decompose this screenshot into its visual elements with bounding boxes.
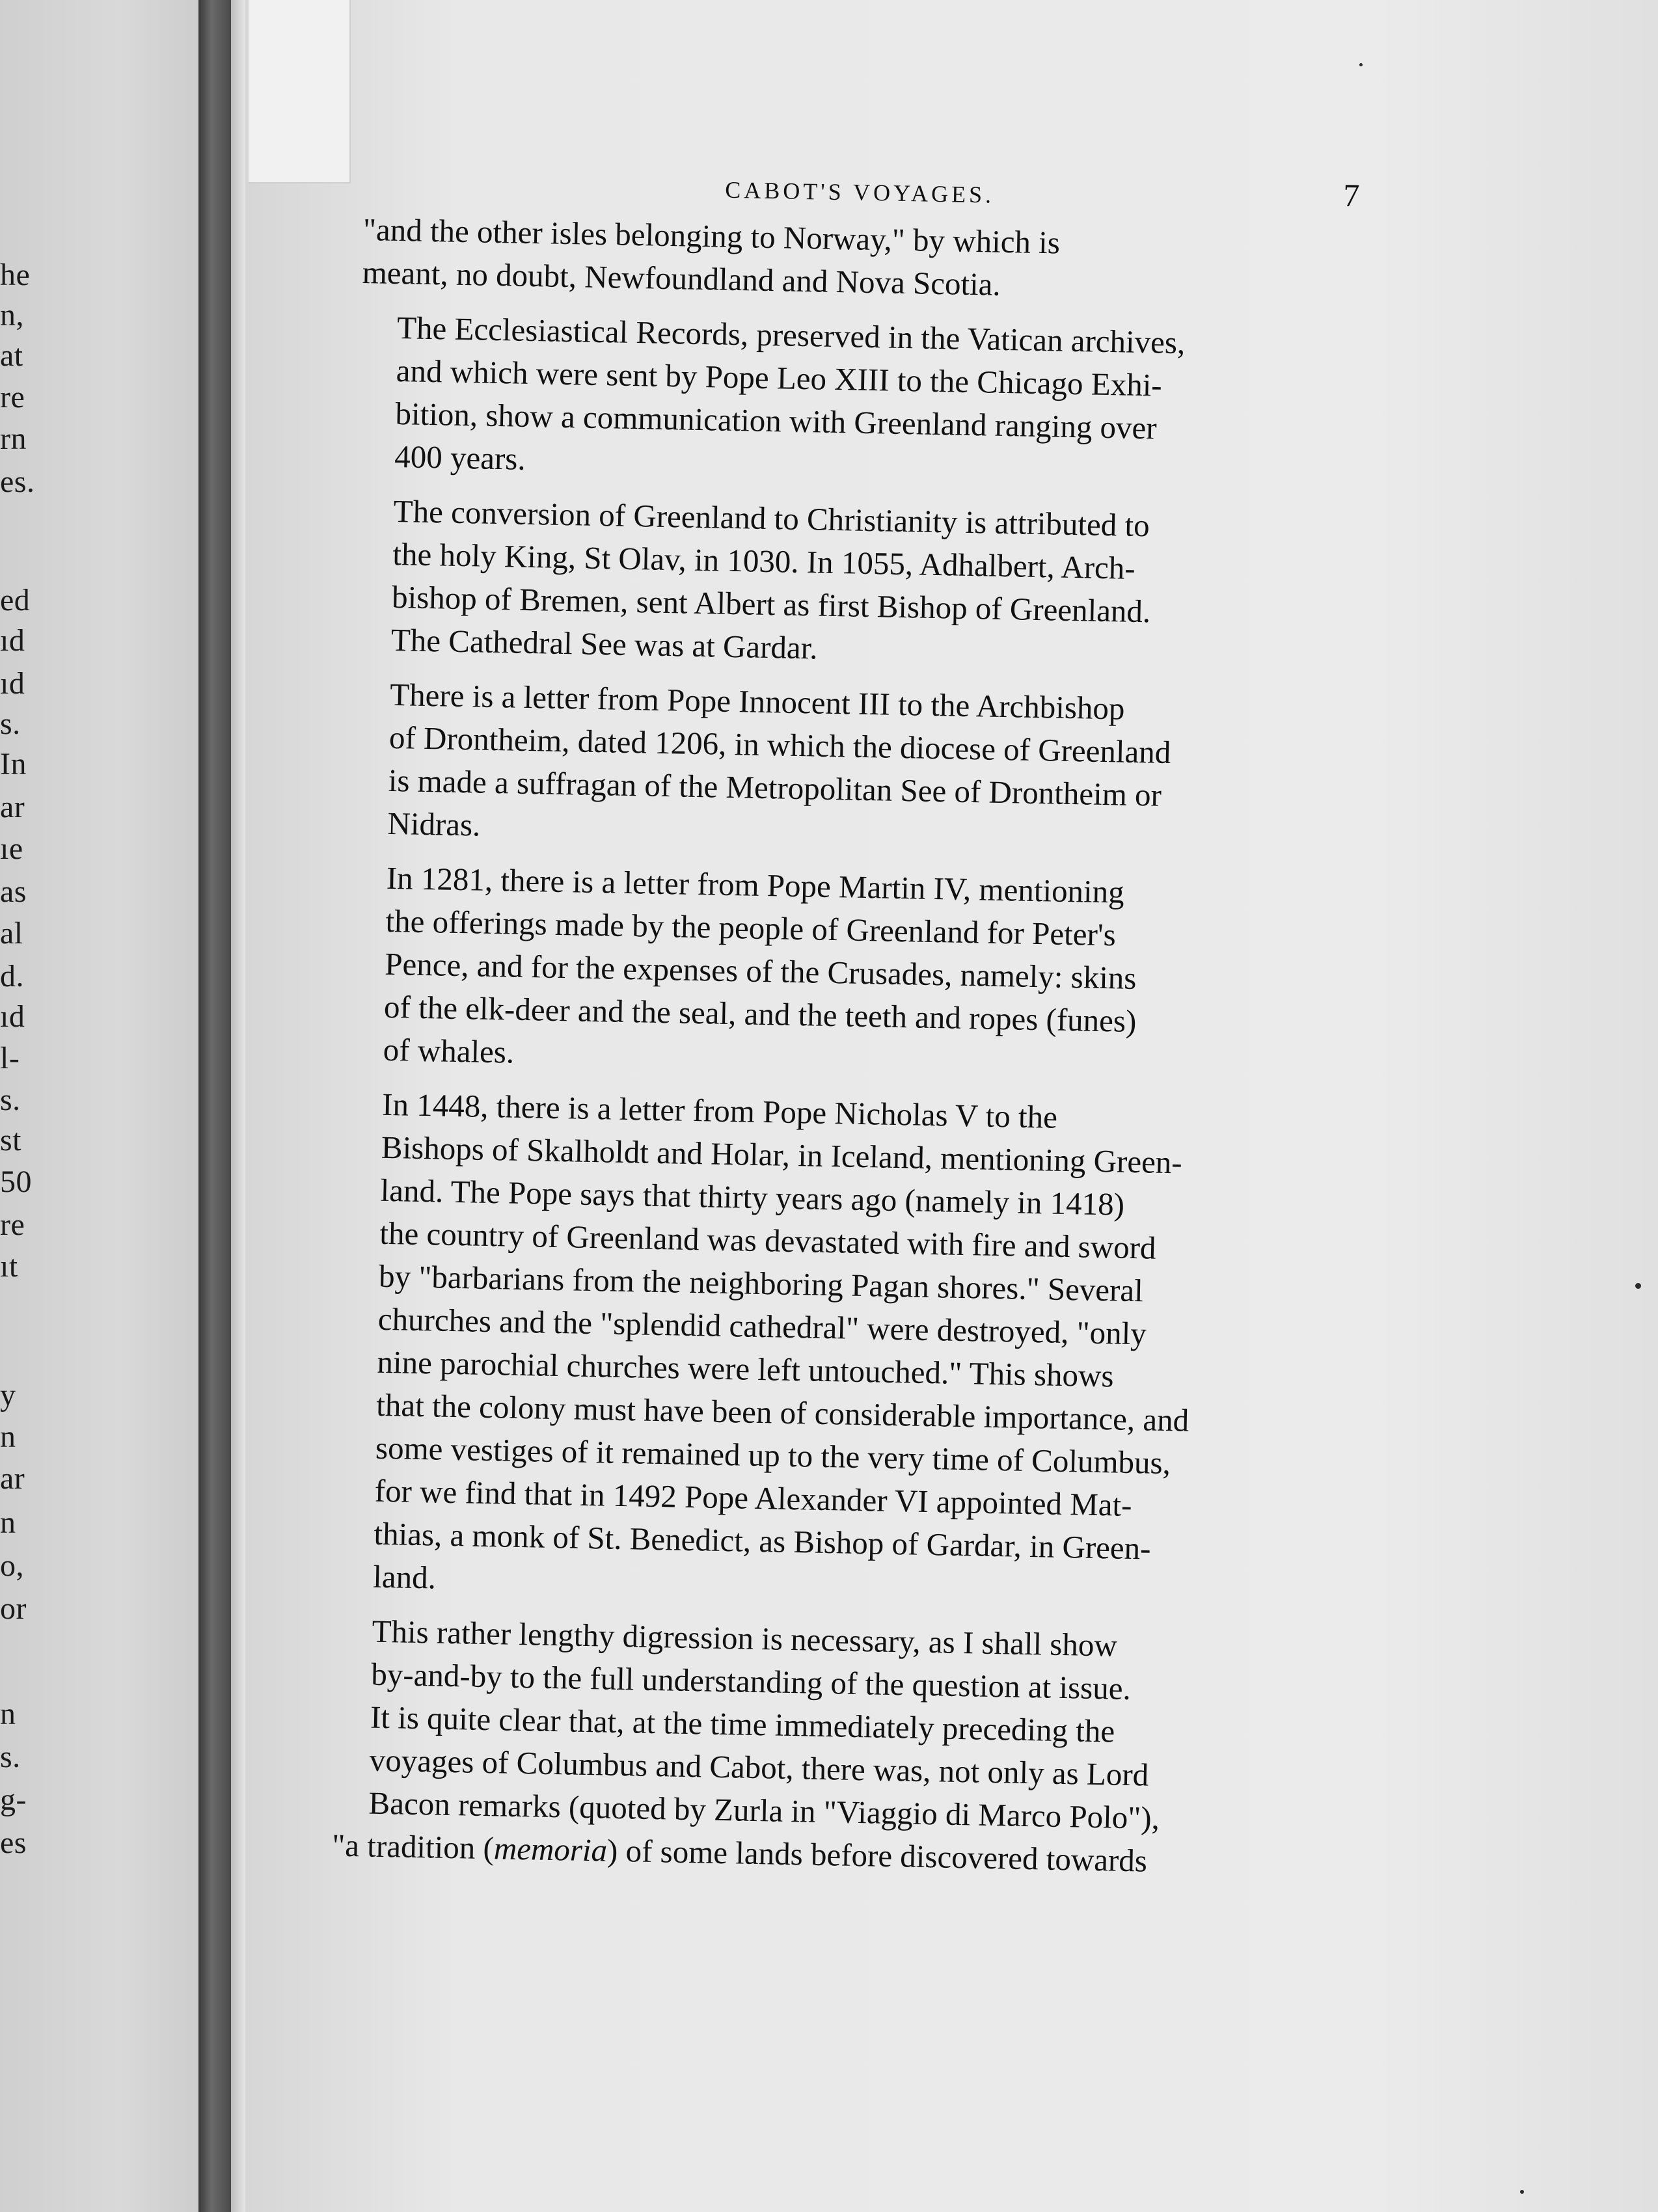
previous-page-fragment: ar [0,1461,25,1496]
text-line: land. [372,1558,437,1596]
previous-page-fragment: es [0,1826,27,1860]
text-line: bition, show a communication with Greenland ranging over [395,395,1158,446]
text-line: In 1281, there is a letter from Pope Martin IV, mentioning [386,859,1125,910]
previous-page-fragment: n [0,1505,16,1540]
previous-page-fragment: l- [0,1041,20,1075]
text-line: The Cathedral See was at Gardar. [390,621,819,666]
text-line: the holy King, St Olav, in 1030. In 1055, Adhalbert, Arch- [392,535,1136,586]
text-line: This rather lengthy digression is necessary, as I shall show [372,1613,1118,1664]
text-line: by "barbarians from the neighboring Pagan shores." Several [378,1258,1144,1309]
previous-page-fragment: st [0,1123,22,1157]
text-line: that the colony must have been of considerable importance, and [375,1386,1189,1438]
previous-page-fragment: ed [0,583,31,617]
text-line: The Ecclesiastical Records, preserved in the Vatican archives, [396,310,1186,361]
previous-page-fragment: d. [0,959,24,993]
text-line: Nidras. [387,805,481,843]
page-text-block [332,163,1360,1886]
text-line: Bishops of Skalholdt and Holar, in Iceland, mentioning Green- [381,1129,1183,1181]
paper-tab [249,0,351,183]
previous-page-fragment: ıd [0,666,25,701]
previous-page-fragment: ıd [0,999,25,1034]
running-title: CABOT'S VOYAGES. [724,176,995,208]
text-line: It is quite clear that, at the time immediately preceding the [370,1699,1115,1749]
text-line: voyages of Columbus and Cabot, there was, not only as Lord [369,1742,1149,1793]
scan-speck [1520,2190,1524,2194]
previous-page-fragment: es. [0,465,35,499]
text-line: is made a suffragan of the Metropolitan See of Drontheim or [388,762,1162,813]
text-line: of Drontheim, dated 1206, in which the diocese of Greenland [388,719,1171,770]
paragraph [351,673,1350,863]
line-text-part: "a tradition ( [331,1827,495,1867]
scan-speck [1635,1283,1641,1289]
previous-page-fragment: rn [0,422,27,456]
previous-page-fragment: s. [0,1083,21,1117]
book-gutter [198,0,231,2212]
page-number: 7 [1342,176,1360,214]
previous-page-fragment: ıd [0,623,25,658]
previous-page-fragment: g- [0,1783,27,1817]
text-line: thias, a monk of St. Benedict, as Bishop of Gardar, in Green- [374,1515,1152,1567]
body-text [333,208,1359,1843]
previous-page-fragment: ıt [0,1249,18,1284]
text-line: churches and the "splendid cathedral" were destroyed, "only [377,1301,1147,1352]
text-line: some vestiges of it remained up to the very time of Columbus, [375,1429,1171,1481]
previous-page-fragment: n, [0,298,24,332]
previous-page-fragment: or [0,1591,27,1626]
text-line: nine parochial churches were left untouched." This shows [377,1343,1115,1394]
paragraph [355,489,1353,680]
previous-page-fragment: al [0,916,23,951]
paragraph [337,1083,1342,1617]
text-line: the country of Greenland was devastated with fire and sword [379,1215,1157,1266]
line-text-part: ) of some lands before discovered towards [606,1832,1148,1879]
text-line: and which were sent by Pope Leo XIII to the Chicago Exhi- [396,353,1163,403]
text-line: meant, no doubt, Newfoundland and Nova Scotia. [362,254,1001,303]
previous-page-edge [0,0,198,2212]
text-line: 400 years. [394,438,526,477]
scan-speck [1359,63,1363,66]
previous-page-fragment: as [0,874,27,909]
previous-page-fragment: ıe [0,831,23,866]
text-line: The conversion of Greenland to Christianity is attributed to [393,492,1150,544]
previous-page-fragment: n [0,1697,16,1731]
previous-page-fragment: re [0,1207,25,1242]
italic-word-memoria: memoria [493,1830,608,1868]
previous-page-fragment: y [0,1378,16,1412]
paragraph [359,306,1357,496]
text-line: "and the other isles belonging to Norway," by which is [362,211,1061,261]
paragraph [347,856,1346,1090]
text-line: for we find that in 1492 Pope Alexander VI appointed Mat- [374,1472,1133,1524]
gutter-edge [231,0,245,2212]
text-line: the offerings made by the people of Greenland for Peter's [385,902,1117,953]
text-line: bishop of Bremen, sent Albert as first Bishop of Greenland. [391,578,1151,630]
previous-page-fragment: n [0,1420,16,1454]
text-line: In 1448, there is a letter from Pope Nicholas V to the [381,1086,1058,1135]
text-line: Bacon remarks (quoted by Zurla in "Viaggio di Marco Polo"), [368,1785,1160,1836]
previous-page-fragment: at [0,338,23,373]
text-line: of the elk-deer and the seal, and the teeth and ropes (funes) [383,988,1137,1040]
previous-page-fragment: 50 [0,1165,32,1199]
previous-page-fragment: ar [0,790,25,824]
previous-page-fragment: o, [0,1548,24,1583]
text-line: There is a letter from Pope Innocent III to the Archbishop [389,676,1126,727]
text-line: of whales. [383,1031,515,1070]
text-line: by-and-by to the full understanding of the question at issue. [370,1656,1132,1707]
text-line: Pence, and for the expenses of the Crusades, namely: skins [384,945,1137,997]
previous-page-fragment: s. [0,707,21,741]
paragraph [333,1610,1332,1843]
previous-page-fragment: s. [0,1740,21,1774]
previous-page-fragment: re [0,380,25,414]
previous-page-fragment: he [0,258,31,292]
previous-page-fragment: In [0,747,27,781]
text-line: land. The Pope says that thirty years ago (namely in 1418) [380,1172,1125,1222]
